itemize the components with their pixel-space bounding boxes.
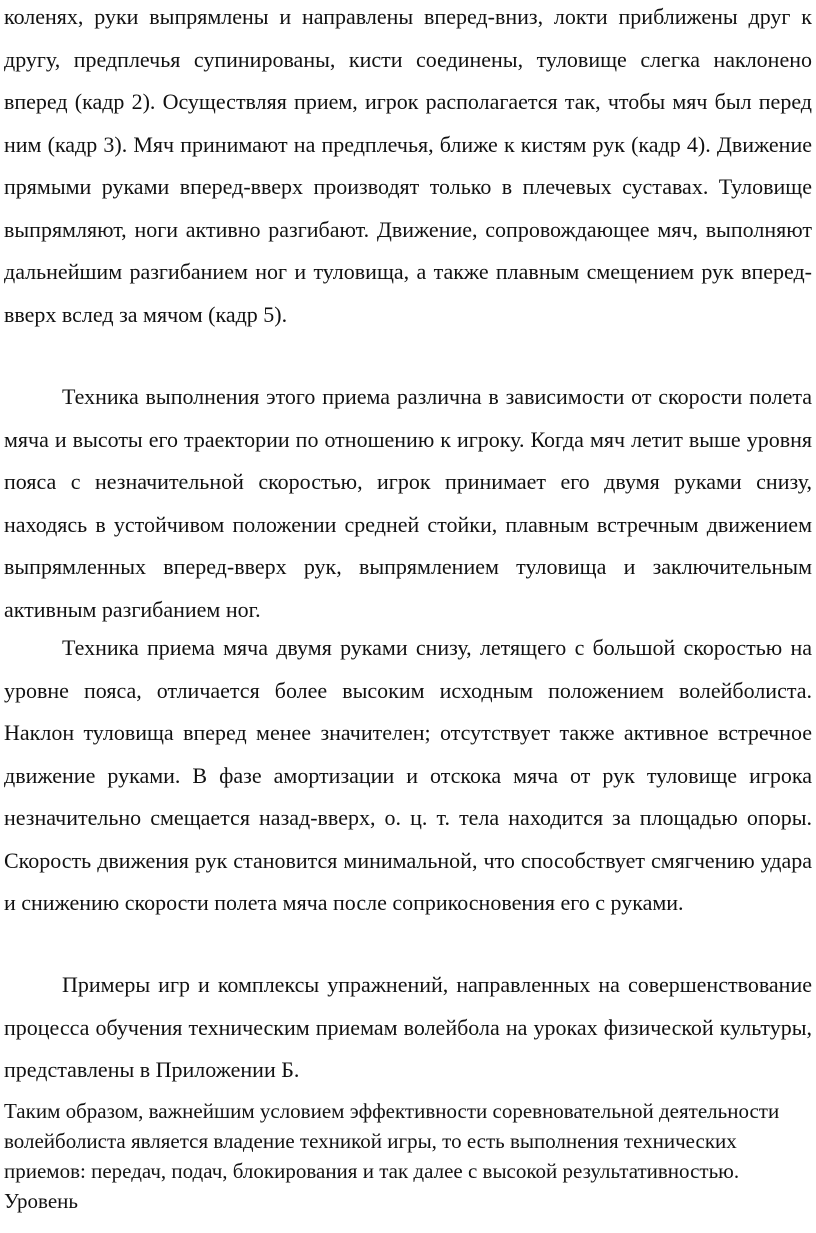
paragraph-3: Техника приема мяча двумя руками снизу, летящего с большой скоростью на уровне пояса, отличается более высоким исходным положением волейболиста. Наклон туловища вперед менее значителен; отсутствует также активное встречное движение руками. В фазе амортизации и отскока мяча от рук туловище игрока незначительно смещается назад-вверх, о. ц. т. тела находится за площадью опоры. Скорость движения рук становится минимальной, что способствует смягчению удара и снижению скорости полета мяча после соприкосновения его с руками. [4, 635, 812, 915]
closing-paragraph: Таким образом, важнейшим условием эффективности соревновательной деятельности волейболиста является владение техникой игры, то есть выполнения технических приемов: передач, подач, блокирования и так далее с высокой результативностью. Уровень [4, 1099, 780, 1213]
paragraph-1: коленях, руки выпрямлены и направлены вперед-вниз, локти приближены друг к другу, предплечья супинированы, кисти соединены, туловище слегка наклонено вперед (кадр 2). Осуществляя прием, игрок располагается так, чтобы мяч был перед ним (кадр 3). Мяч принимают на предплечья, ближе к кистям рук (кадр 4). Движение прямыми руками вперед-вверх производят только в плечевых суставах. Туловище выпрямляют, ноги активно разгибают. Движение, сопровождающее мяч, выполняют дальнейшим разгибанием ног и туловища, а также плавным смещением рук вперед-вверх вслед за мячом (кадр 5). [4, 4, 812, 327]
paragraph-4: Примеры игр и комплексы упражнений, направленных на совершенствование процесса обучения техническим приемам волейбола на уроках физической культуры, представлены в Приложении Б. [4, 972, 812, 1082]
paragraph-2: Техника выполнения этого приема различна в зависимости от скорости полета мяча и высоты его траектории по отношению к игроку. Когда мяч летит выше уровня пояса с незначительной скоростью, игрок принимает его двумя руками снизу, находясь в устойчивом положении средней стойки, плавным встречным движением выпрямленных вперед-вверх рук, выпрямлением туловища и заключительным активным разгибанием ног. [4, 384, 812, 622]
